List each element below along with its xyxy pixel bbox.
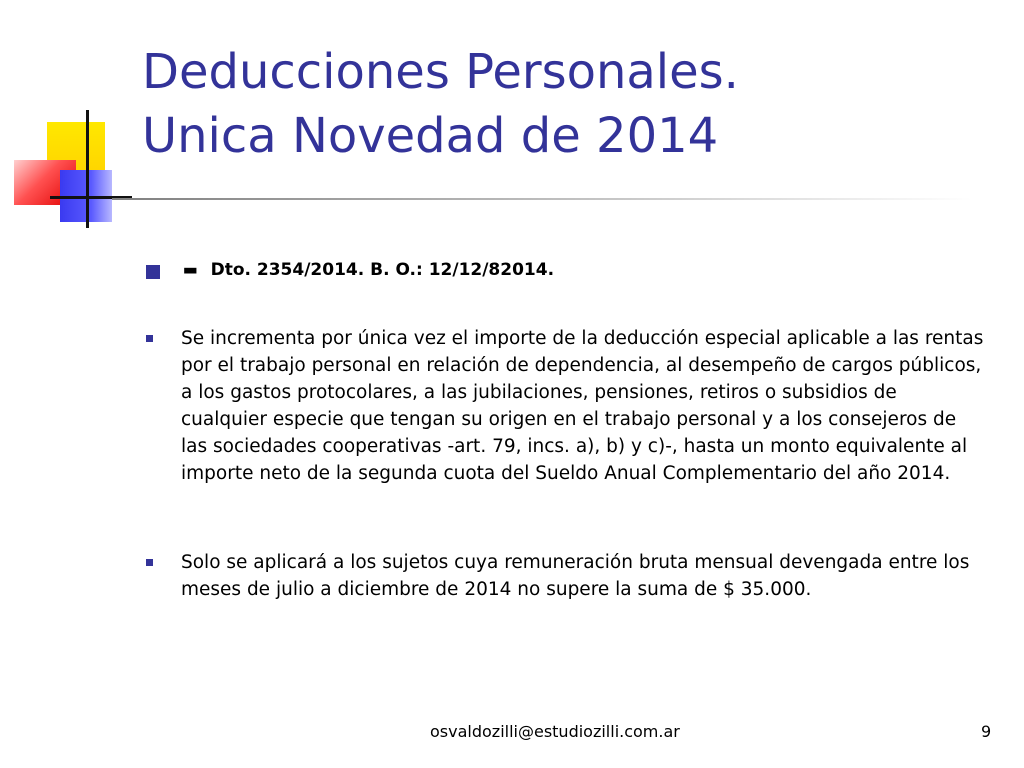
- bullet-square-icon: [146, 559, 153, 566]
- bullet-level2-text: Se incrementa por única vez el importe de la deducción especial aplicable a las rentas por el trabajo personal en relación de dependencia, al desempeño de cargos públicos, a los gastos protocolares, a las jubilaciones, pensiones, retiros o subsidios de cualquier especie que tengan su origen en el trabajo personal y a los consejeros de las sociedades cooperativas -art. 79, incs. a), b) y c)-, hasta un monto equivalente al importe neto de la segunda cuota del Sueldo Anual Complementario del año 2014.: [181, 328, 984, 484]
- logo-vertical-line: [86, 110, 89, 228]
- bullet-level1-decree: [146, 246, 555, 292]
- slide-page-number: 9: [981, 722, 992, 741]
- title-divider: [112, 198, 972, 200]
- decree-reference-text: Dto. 2354/2014. B. O.: 12/12/82014.: [210, 260, 555, 280]
- slide-title-line2: Unica Novedad de 2014: [142, 108, 719, 164]
- bullet-level2-text: Solo se aplicará a los sujetos cuya remuneración bruta mensual devengada entre los meses de julio a diciembre de 2014 no supere la suma de $ 35.000.: [181, 552, 970, 600]
- slide-title: [142, 40, 982, 168]
- bullet-level2-item: [146, 549, 996, 603]
- slide-logo-decoration: [0, 100, 150, 240]
- slide-title-line1: Deducciones Personales.: [142, 44, 739, 100]
- bullet-dash: -: [182, 246, 199, 292]
- footer-email: osvaldozilli@estudiozilli.com.ar: [430, 722, 680, 741]
- bullet-square-icon: [146, 335, 153, 342]
- bullet-square-icon: [146, 265, 160, 279]
- bullet-level2-item: [146, 325, 996, 487]
